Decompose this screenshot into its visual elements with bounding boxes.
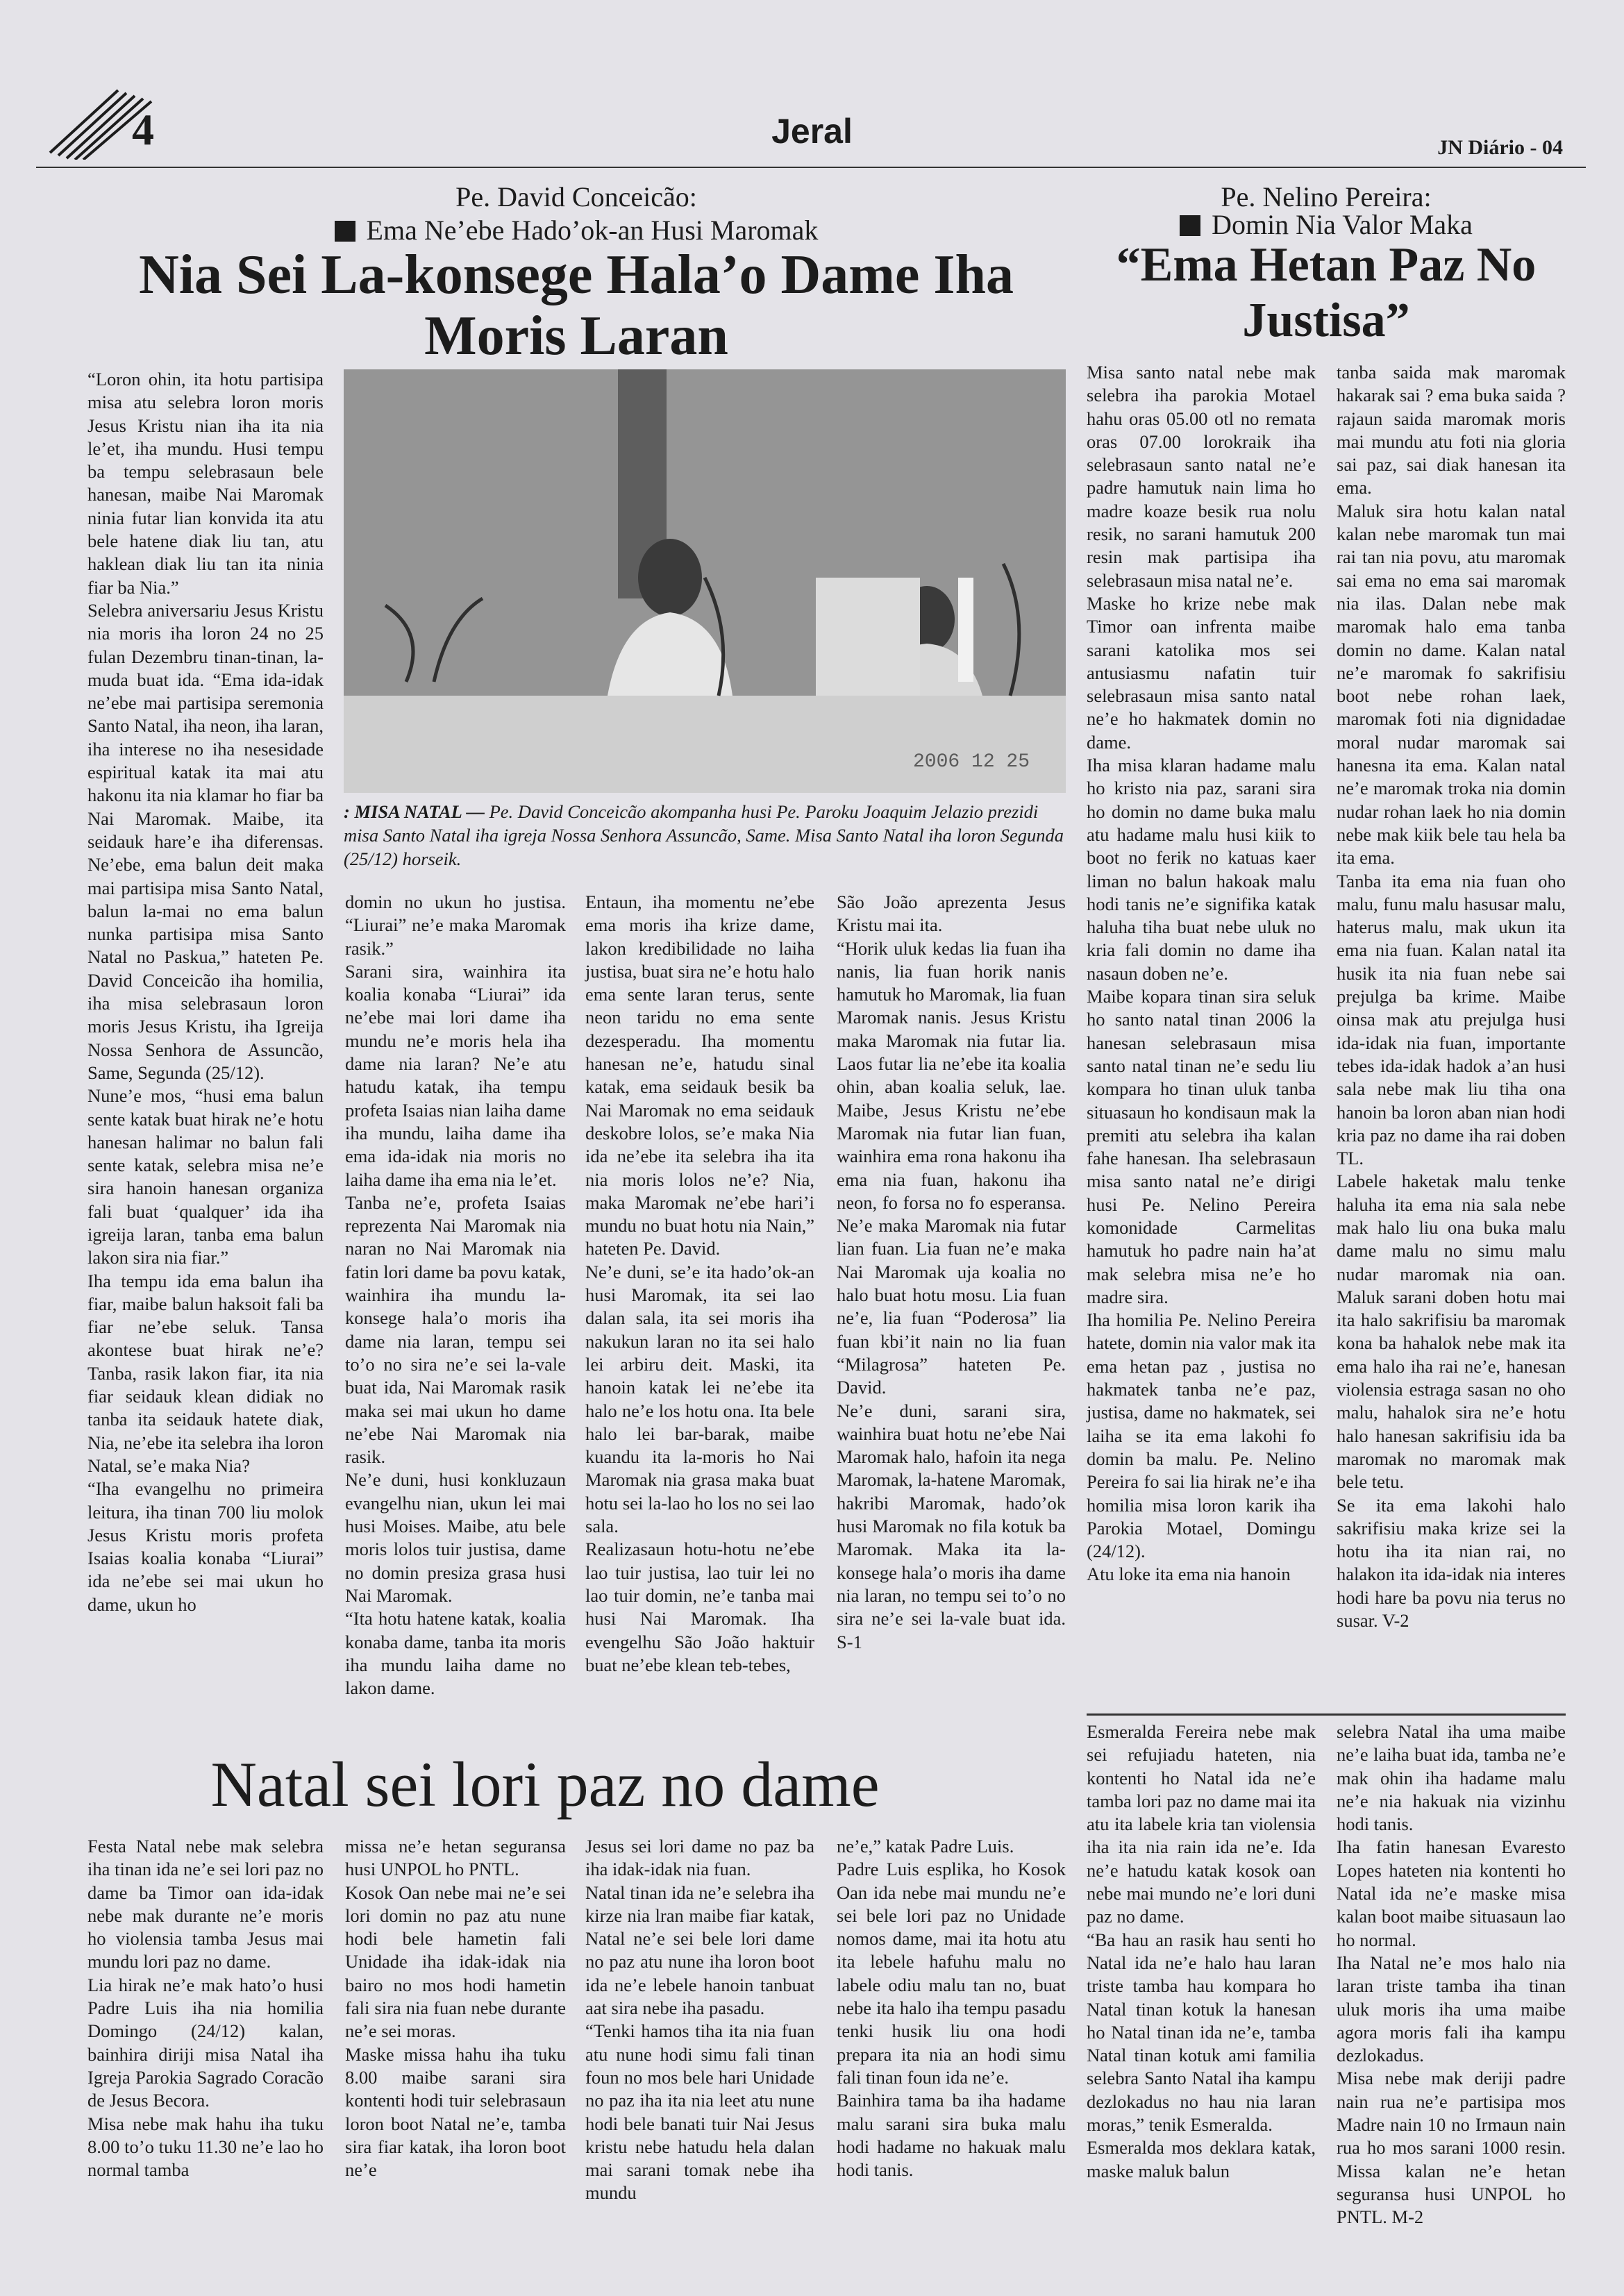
paragraph: Kosok Oan nebe mai ne’e sei lori domin no paz atu nune hodi bele hametin fali Unidade iha idak-idak nia bairo no mos hodi hametin fali sira nia fuan nebe durante ne’e sei moras. [345,1882,566,2042]
paragraph: Selebra aniversariu Jesus Kristu nia moris iha loron 24 no 25 fulan Dezembru tinan-tinan, la-muda buat ida. “Ema ida-idak ne’ebe mai partisipa seremonia Santo Natal, iha neon, iha laran, iha interese no iha nesesidade espiritual katak ita mai atu hakonu ita nia klamar ho fiar ba Nai Maromak. Maibe, ita seidauk hare’e iha diferensas. Ne’ebe, ema balun deit maka mai partisipa misa Santo Natal, balun la-mai no ema balun nunka partisipa misa Santo Natal no Paskua,” hateten Pe. David Conceicão iha homilia, iha misa selebrasaun loron moris Jesus Kristu, iha Igreija Nossa Senhora de Assuncão, Same, Segunda (25/12). [87,599,324,1083]
paragraph: Padre Luis esplika, ho Kosok Oan ida nebe mai mundu ne’e sei bele lori paz no Unidade nomos dame, mai ita hotu atu ita lebele hafuhu malu no labele odiu malu tan no, buat nebe ita halo iha tempu pasadu tenki husik liu ona hodi prepara ita nia an hodi simu fali tinan foun ida ne’e. [837,1859,1066,2088]
paragraph: Se ita ema lakohi halo sakrifisiu maka krize sei la hotu iha ita nian rai, no halakon ita ida-idak nia interes hodi hare ba povu nia terus no susar. V-2 [1337,1494,1566,1632]
paragraph: Misa santo natal nebe mak selebra iha parokia Motael hahu oras 05.00 otl no remata oras 07.00 lorokraik iha selebrasaun santo natal ne’e padre hamutuk nain lima ho madre koaze besik rua nolu resik, no sarani hamutuk 200 resin mak partisipa iha selebrasaun misa natal ne’e. [1087,362,1316,591]
paragraph: Iha Natal ne’e mos halo nia laran triste tamba iha tinan uluk moris iha uma maibe agora moris fali iha kampu dezlokadus. [1337,1952,1566,2066]
paragraph: “Tenki hamos tiha ita nia fuan atu nune hodi simu fali tinan foun no mos bele hari Unidade no paz iha ita nia leet atu nune hodi bele banati tuir Nai Jesus kristu nebe hatudu hela dalan mai sarani tomak nebe iha mundu [585,2020,814,2204]
article2-subhead: Domin Nia Valor Maka [1083,208,1569,242]
paragraph: Ne’e duni, husi konkluzaun evangelhu nian, ukun lei mai husi Moises. Maibe, atu bele moris lolos tuir justisa, dame no domin presiza grasa husi Nai Maromak. [345,1469,566,1606]
paragraph: “Loron ohin, ita hotu partisipa misa atu selebra loron moris Jesus Kristu nian iha ita nia le’et, iha mundu. Husi tempu ba tempu selebrasaun bele hanesan, maibe Nai Maromak ninia futar lian konvida ita atu bele hatene diak liu tan, atu haklean diak liu tan ita ninia fiar ba Nia.” [87,369,324,598]
article1-headline-line2: Moris Laran [424,305,728,367]
paragraph: Ne’e duni, se’e ita hado’ok-an husi Maromak, ita sei lao dalan sala, ita sei moris iha nakukun laran no ita sei halo lei arbiru deit. Maski, ita hanoin katak lei ne’ebe ita halo ne’e los hotu ona. Ita bele halo lei bar-barak, maibe kuandu ita la-moris ho Nai Maromak nia grasa maka buat hotu sei la-lao ho los no sei lao sala. [585,1261,814,1537]
paragraph: selebra Natal iha uma maibe ne’e laiha buat ida, tamba ne’e mak ohin iha hadame malu ne’e nia hakuak nia vizinhu hodi tanis. [1337,1721,1566,1835]
paragraph: Labele haketak malu tenke haluha ita ema nia sala nebe mak halo liu ona buka malu dame malu no simu malu nudar maromak nia oan. Maluk sarani doben hotu mai ita halo sakrifisiu ba maromak kona ba hahalok nebe mak ita ema halo iha rai ne’e, hanesan violensia estraga sasan no oho malu, hahalok sira ne’e hotu halo hanesan sakrifisiu ida ba maromak no maromak mak bele tetu. [1337,1171,1566,1493]
paragraph: Iha fatin hanesan Evaresto Lopes hateten nia kontenti ho Natal ida ne’e maske misa kalan boot maibe situasaun lao ho normal. [1337,1836,1566,1950]
misa-natal-photo [344,369,1066,793]
article1-column-1 [87,368,324,1616]
article1-column-3 [585,891,814,1677]
caption-text: Pe. David Conceicão akompanha husi Pe. Paroku Joaquim Jelazio prezidi misa Santo Natal iha igreja Nossa Senhora Assuncão, Same. Misa Santo Natal iha loron Segunda (25/12) horseik. [344,801,1064,869]
paragraph: Esmeralda Fereira nebe mak sei refujiadu hateten, nia kontenti ho Natal ida ne’e tamba lori paz no dame mai ita atu ita labele kria tan violensia iha ita nia rain ida ne’e. Ida ne’e hatudu katak kosok oan nebe mai mundo ne’e lori duni paz no dame. [1087,1721,1316,1927]
paragraph: “Iha evangelhu no primeira leitura, iha tinan 700 liu molok Jesus Kristu moris profeta Isaias koalia konaba “Liurai” ida ne’ebe sei mai ukun ho dame, ukun ho [87,1478,324,1615]
paragraph: Atu loke ita ema nia hanoin [1087,1564,1291,1585]
article3-column-3 [585,1835,814,2205]
paragraph: Maluk sira hotu kalan natal kalan nebe maromak tun mai rai tan nia povu, atu maromak sai ema no ema sai maromak nia ilas. Dalan nebe mak maromak halo ema tanba domin no dame. Kalan natal ne’e maromak fo sakrifisiu boot nebe rohan laek, maromak foti nia dignidadae moral nudar maromak sai hanesna ita ema. Kalan natal ne’e maromak troka nia domin nudar rohan laek ho nia domin nebe mak kiik bele tau hela ba ita ema. [1337,500,1566,869]
paragraph: Iha homilia Pe. Nelino Pereira hatete, domin nia valor mak ita ema hetan paz , justisa no hakmatek tanba ne’e paz, justisa, dame no hakmatek, sei laiha se ita ema lakohi fo domin ba malu. Pe. Nelino Pereira fo sai lia hirak ne’e iha homilia misa loron karik iha Parokia Motael, Domingu (24/12). [1087,1309,1316,1562]
paragraph: domin no ukun ho justisa. “Liurai” ne’e maka Maromak rasik.” [345,891,566,959]
section-title: Jeral [771,112,853,151]
page-number: 4 [132,105,154,154]
paragraph: São João aprezenta Jesus Kristu mai ita. [837,891,1066,936]
article1-headline-line1: Nia Sei La-konsege Hala’o Dame Iha [139,244,1014,305]
paragraph: Maske ho krize nebe mak Timor oan infrenta maibe sarani katolika mos sei antusiasmu nafatin tuir selebrasaun misa santo natal ne’e ho hakmatek domin no dame. [1087,592,1316,753]
article1-column-2 [345,891,566,1700]
paragraph: Jesus sei lori dame no paz ba iha idak-idak nia fuan. [585,1836,814,1880]
paragraph: Tanba ne’e, profeta Isaias reprezenta Nai Maromak nia naran no Nai Maromak nia fatin lori dame ba povu katak, wainhira iha mundu la-konsege hala’o moris iha dame nia laran, tempu sei to’o no sira ne’e sei la-vale buat ida, Nai Maromak rasik maka sei mai ukun ho dame ne’ebe Nai Maromak nia rasik. [345,1191,566,1468]
bullet-square-icon [1180,215,1200,236]
paragraph: Tanba ita ema nia fuan oho malu, funu malu hasusar malu, haterus malu, mak ukun ita ema nia fuan. Kalan natal ita husik ita nia fuan nebe sai prejulga ba krime. Maibe oinsa mak atu prejulga husi ida-idak nia fuan, importante tebes ida-idak hadok a’an husi sala nebe mak liu tiha ona hanoin ba loron aban nian hodi kria paz no dame iha rai doben TL. [1337,870,1566,1169]
article2-column-2 [1337,361,1566,1632]
caption-label: : MISA NATAL — [344,801,485,822]
paragraph: “Ita hotu hatene katak, koalia konaba dame, tanba ita moris iha mundu laiha dame no lakon dame. [345,1608,566,1699]
paragraph: Misa nebe mak deriji padre nain rua ne’e partisipa mos Madre nain 10 no Irmaun nain rua ho mos sarani 1000 resin. Missa kalan ne’e hetan seguransa husi UNPOL ho PNTL. M-2 [1337,2068,1566,2228]
paragraph: Natal tinan ida ne’e selebra iha kirze nia lran maibe fiar katak, Natal ne’e sei bele lori dame no paz atu nune iha loron boot ida ne’e lebele hanoin tanbuat aat sira nebe iha pasadu. [585,1882,814,2019]
paragraph: Iha tempu ida ema balun iha fiar, maibe balun haksoit fali ba fiar ne’ebe seluk. Tansa akontese buat hirak ne’e? Tanba, rasik lakon fiar, ita nia fiar seidauk klean didiak no tanba ita seidauk hatete diak, Nia, ne’ebe ita selebra iha loron Natal, se’e maka Nia? [87,1270,324,1476]
article3-column-6 [1337,1720,1566,2229]
paragraph: Lia hirak ne’e mak hato’o husi Padre Luis iha nia homilia Domingo (24/12) kalan, bainhira diriji misa Natal iha Igreja Parokia Sagrado Coracão de Jesus Becora. [87,1974,324,2111]
paragraph: ne’e,” katak Padre Luis. [837,1836,1014,1857]
article2-headline-line2: Justisa” [1242,294,1410,347]
article1-kicker: Pe. David Conceicão: [455,181,697,212]
article1-subhead: Ema Ne’ebe Hado’ok-an Husi Maromak [83,214,1069,247]
article3-column-4 [837,1835,1066,2181]
article3-column-1 [87,1835,324,2181]
paragraph: Misa nebe mak hahu iha tuku 8.00 to’o tuku 11.30 ne’e lao ho normal tamba [87,2113,324,2181]
paragraph: missa ne’e hetan seguransa husi UNPOL ho PNTL. [345,1836,566,1880]
paragraph: “Ba hau an rasik hau senti ho Natal ida ne’e halo hau laran triste tamba hau kompara ho Natal tinan kotuk la hanesan ho Natal tinan ida ne’e, tamba Natal tinan kotuk ami familia selebra Santo Natal iha kampu dezlokadus no hau nia laran moras,” tenik Esmeralda. [1087,1929,1316,2136]
paragraph: “Horik uluk kedas lia fuan iha nanis, lia fuan horik nanis hamutuk ho Maromak, lia fuan Maromak nanis. Jesus Kristu maka Maromak nia futar lia. Laos futar lia ne’ebe ita koalia ohin, aban koalia seluk, lae. Maibe, Jesus Kristu ne’ebe Maromak nia futar lian fuan, wainhira ema rona hakonu iha ema nia fuan, hakonu iha neon, fo forsa no fo esperansa. Ne’e maka Maromak nia futar lian fuan. Lia fuan ne’e maka Nai Maromak uja koalia no halo buat hotu mosu. Lia fuan ne’e, lia fuan “Poderosa” lia fuan kbi’it nain no lia fuan “Milagrosa” hateten Pe. David. [837,937,1066,1398]
paragraph: Iha misa klaran hadame malu ho kristo nia paz, sarani sira ho domin no dame buka malu atu hadame malu husi kiik to boot no ferik no katuas kaer liman no balun hakoak malu hodi tanis ne’e signifika katak haluha tiha buat nebe uluk no kria fali domin no dame iha nasaun doben ne’e. [1087,755,1316,984]
article1-column-4 [837,891,1066,1654]
article3-column-2 [345,1835,566,2181]
paragraph: Maibe kopara tinan sira seluk ho santo natal tinan 2006 la hanesan selebrasaun misa santo natal tinan ne’e sedu liu kompara ho tinan uluk tanba situasaun ho kondisaun mak la premiti atu selebra iha kalan fahe hanesan. Iha selebrasaun misa santo natal ne’e dirigi husi Pe. Nelino Pereira komonidade Carmelitas hamutuk ho padre nain ha’at mak selebra misa ne’e ho madre sira. [1087,986,1316,1307]
article2-column-1 [1087,361,1316,1586]
article3-headline: Natal sei lori paz no dame [210,1749,880,1820]
article-divider [1087,1713,1566,1716]
paragraph: Realizasaun hotu-hotu ne’ebe lao tuir justisa, lao tuir lei no lao tuir domin, ne’e tanba mai husi Nai Maromak. Iha evengelhu São João haktuir buat ne’ebe klean teb-tebes, [585,1539,814,1675]
paragraph: tanba saida mak maromak hakarak sai ? ema buka saida ? rajaun saida maromak moris mai mundu atu foti nia gloria sai paz, sai diak hanesan ita ema. [1337,362,1566,498]
article2-kicker: Pe. Nelino Pereira: [1221,181,1432,212]
paragraph: Sarani sira, wainhira ita koalia konaba “Liurai” ida ne’ebe mai lori dame iha mundu ne’e moris hela iha dame nia laran? Ne’e atu hatudu katak, iha tempu profeta Isaias nian laiha dame iha mundu, laiha dame iha ema ida-idak nia moris no laiha dame iha ema nia le’et. [345,960,566,1190]
article2-headline-line1: “Ema Hetan Paz No [1116,238,1537,292]
bullet-square-icon [335,221,355,242]
paragraph: Entaun, iha momentu ne’ebe ema moris iha krize dame, lakon kredibilidade no laiha justisa, buat sira ne’e hotu halo ema sente laran terus, sente neon taridu no ema sente dezesperadu. Iha momentu hanesan ne’e, hatudu sinal katak, ema seidauk besik ba Nai Maromak no ema seidauk deskobre lolos, se’e maka Nia ida ne’ebe ita selebra iha ita nia moris lolos ne’e? Nia, maka Maromak ne’ebe hari’i mundu no buat hotu nia Nain,” hateten Pe. David. [585,891,814,1259]
paragraph: Esmeralda mos deklara katak, maske maluk balun [1087,2137,1316,2181]
header-rule [36,167,1586,168]
paragraph: Ne’e duni, sarani sira, wainhira buat hotu ne’ebe Nai Maromak halo, hafoin ita nega Maromak, la-hatene Maromak, hakribi Maromak, hado’ok husi Maromak no fila kotuk ba Maromak. Maka ita la-konsege hala’o moris iha dame nia laran, no tempu sei to’o no sira ne’e sei la-vale buat ida. S-1 [837,1400,1066,1652]
paragraph: Maske missa hahu iha tuku 8.00 maibe sarani sira kontenti hodi tuir selebrasaun loron boot Natal ne’e, tamba sira fiar katak, iha loron boot ne’e [345,2043,566,2181]
photo-date-stamp: 2006 12 25 [913,751,1030,773]
paragraph: Nune’e mos, “husi ema balun sente katak buat hirak ne’e hotu hanesan halimar no balun fali sente katak, selebra misa ne’e sira hanoin hanesan organiza fali buat ‘qualquer’ ida iha igreija laran, tanba ema balun lakon sira nia fiar.” [87,1085,324,1268]
article3-column-5 [1087,1720,1316,2183]
photo-caption [344,800,1066,871]
paragraph: Bainhira tama ba iha hadame malu sarani sira buka malu hodi hadame no hakuak malu hodi tanis. [837,2090,1066,2181]
edition-label: JN Diário - 04 [1437,136,1563,159]
paragraph: Festa Natal nebe mak selebra iha tinan ida ne’e sei lori paz no dame ba Timor oan ida-idak nebe mak durante ne’e moris ho violensia tamba Jesus mai mundu lori paz no dame. [87,1836,324,1972]
